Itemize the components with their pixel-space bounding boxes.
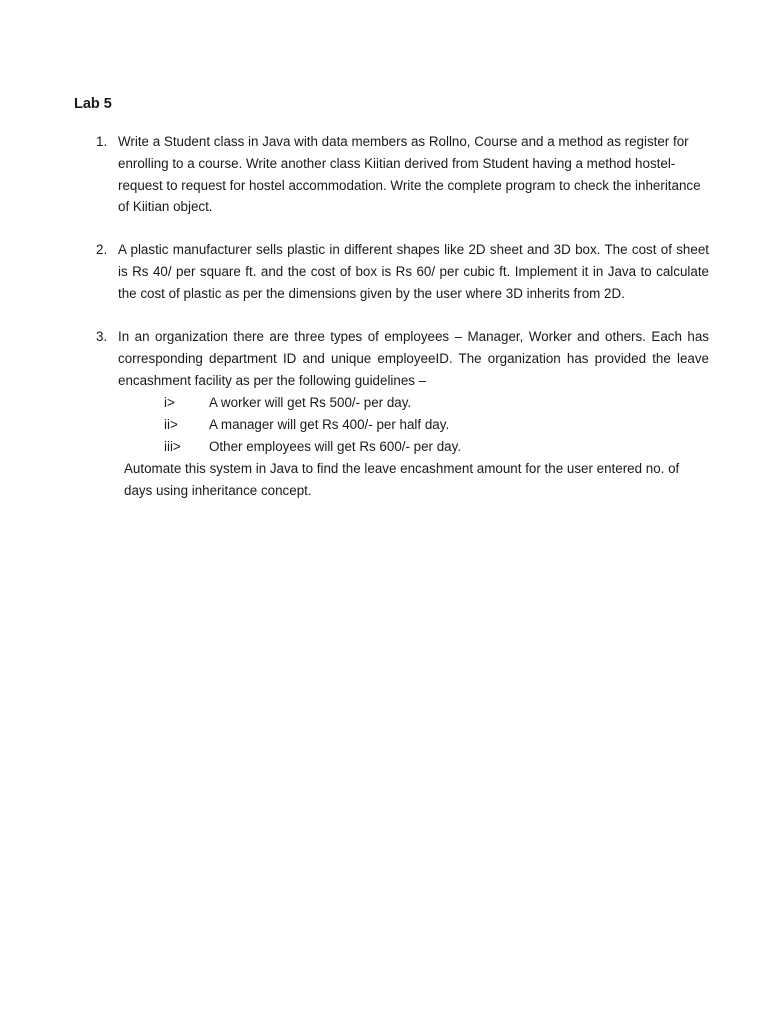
document-title: Lab 5 <box>74 96 112 112</box>
question-number: 3. <box>96 329 108 344</box>
question-number: 2. <box>96 242 108 257</box>
question-2 <box>96 239 709 304</box>
guideline-text: A worker will get Rs 500/- per day. <box>209 395 412 410</box>
guideline-marker: i> <box>164 395 175 410</box>
question-text: In an organization there are three types of employees – Manager, Worker and others. Each has corresponding department ID and unique employeeID. The organization has provided the leave encashment facility as per the following guidelines – <box>118 329 709 388</box>
guideline-marker: ii> <box>164 417 178 432</box>
question-text: Write a Student class in Java with data members as Rollno, Course and a method as register for enrolling to a course. Write another class Kiitian derived from Student having a method hostel-request to request for hostel accommodation. Write the complete program to check the inheritance of Kiitian object. <box>118 134 701 215</box>
question-3 <box>96 326 709 391</box>
guideline-text: A manager will get Rs 400/- per half day. <box>209 417 450 432</box>
guideline-text: Other employees will get Rs 600/- per day. <box>209 439 462 454</box>
question-text: A plastic manufacturer sells plastic in different shapes like 2D sheet and 3D box. The cost of sheet is Rs 40/ per square ft. and the cost of box is Rs 60/ per cubic ft. Implement it in Java to calculate the cost of plastic as per the dimensions given by the user where 3D inherits from 2D. <box>118 242 709 301</box>
question-3-closing: Automate this system in Java to find the leave encashment amount for the user entered no. of days using inheritance concept. <box>124 461 680 498</box>
question-1 <box>96 131 709 218</box>
guideline-marker: iii> <box>164 439 181 454</box>
question-number: 1. <box>96 134 108 149</box>
